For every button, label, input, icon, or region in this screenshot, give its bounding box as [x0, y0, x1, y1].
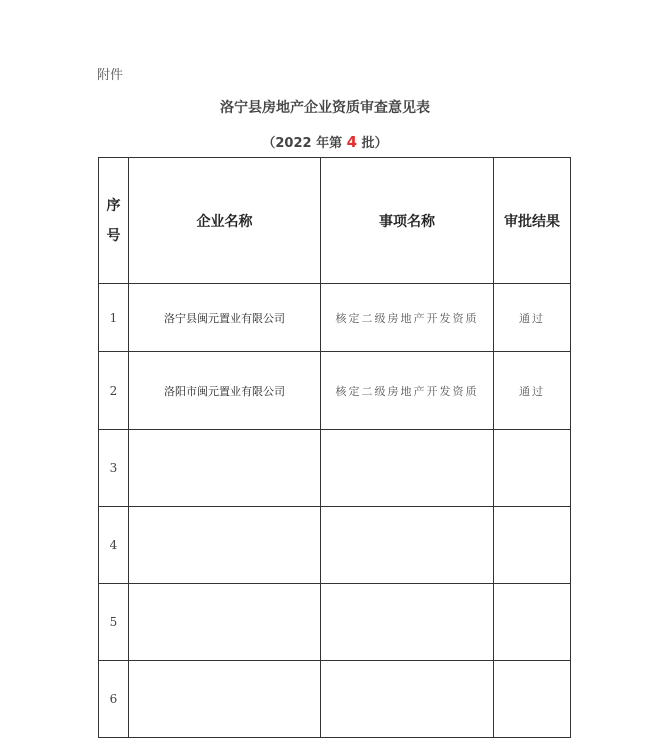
table-row	[99, 430, 571, 507]
column-header-company: 企业名称	[129, 158, 321, 284]
matter-name-cell	[321, 584, 494, 661]
table-row	[99, 507, 571, 584]
table-row	[99, 584, 571, 661]
company-name-cell: 洛宁县闽元置业有限公司	[129, 284, 321, 352]
row-number: 4	[99, 507, 129, 584]
row-number: 3	[99, 430, 129, 507]
company-name-cell	[129, 507, 321, 584]
result-cell	[494, 430, 571, 507]
result-cell	[494, 661, 571, 738]
table-header-row	[99, 158, 571, 284]
result-cell: 通过	[494, 352, 571, 430]
column-header-matter: 事项名称	[321, 158, 494, 284]
column-header-seq	[99, 158, 129, 284]
matter-name-cell	[321, 507, 494, 584]
result-cell	[494, 507, 571, 584]
row-number: 6	[99, 661, 129, 738]
matter-name-cell: 核定二级房地产开发资质	[321, 352, 494, 430]
company-name-cell	[129, 661, 321, 738]
result-cell: 通过	[494, 284, 571, 352]
seq-header-line2: 号	[106, 227, 121, 244]
batch-number: 4	[346, 133, 358, 151]
review-table	[98, 157, 571, 738]
matter-name-cell	[321, 430, 494, 507]
table-row	[99, 352, 571, 430]
subtitle-suffix: 批）	[357, 136, 388, 151]
row-number: 1	[99, 284, 129, 352]
matter-name-cell	[321, 661, 494, 738]
table-row	[99, 661, 571, 738]
table-row	[99, 284, 571, 352]
company-name-cell	[129, 584, 321, 661]
row-number: 5	[99, 584, 129, 661]
row-number: 2	[99, 352, 129, 430]
column-header-result: 审批结果	[494, 158, 571, 284]
document-title: 洛宁县房地产企业资质审查意见表	[220, 100, 430, 116]
attachment-label: 附件	[97, 68, 124, 83]
result-cell	[494, 584, 571, 661]
company-name-cell	[129, 430, 321, 507]
document-subtitle	[0, 132, 650, 151]
matter-name-cell: 核定二级房地产开发资质	[321, 284, 494, 352]
seq-header-line1: 序	[106, 197, 121, 214]
company-name-cell: 洛阳市闽元置业有限公司	[129, 352, 321, 430]
subtitle-prefix: （2022 年第	[262, 136, 347, 151]
